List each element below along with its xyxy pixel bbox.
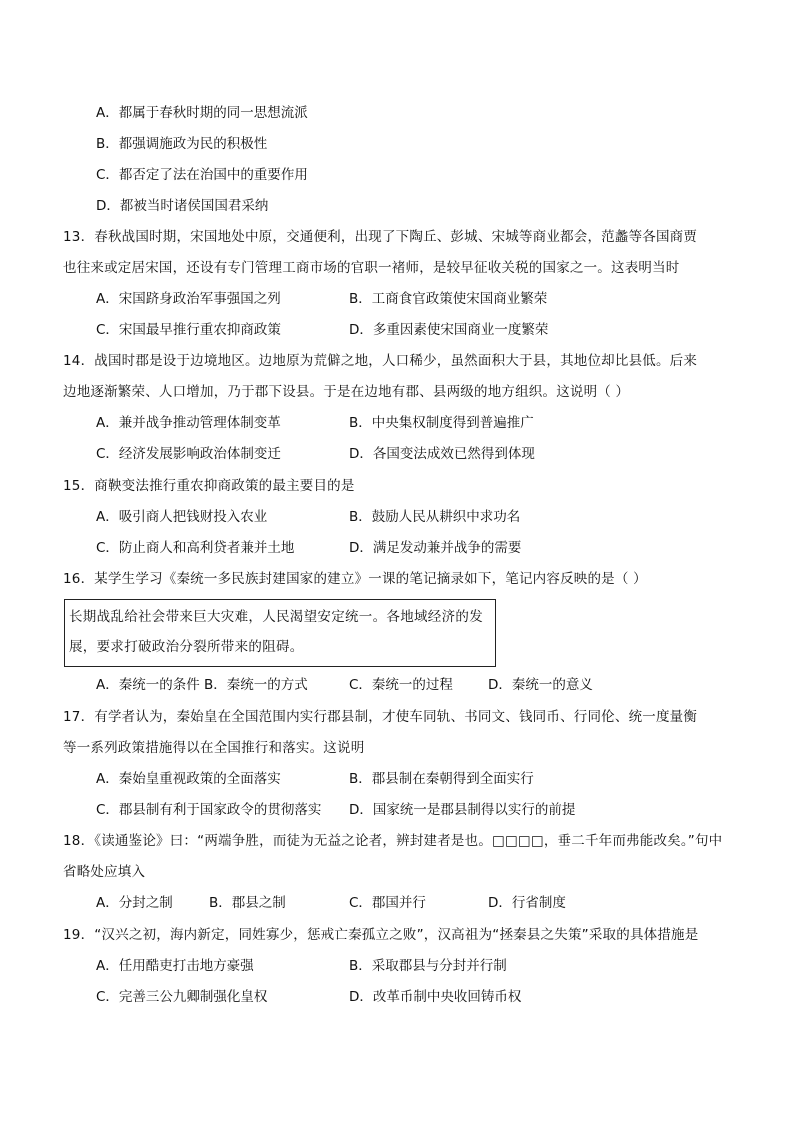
q14-stem-line-1: 14．战国时郡是设于边境地区。边地原为荒僻之地，人口稀少，虽然面积大于县，其地位却比县低。后来 <box>63 353 698 369</box>
q13-option-b: B．工商食官政策使宋国商业繁荣 <box>349 291 548 307</box>
q13-option-d: D．多重因素使宋国商业一度繁荣 <box>349 322 549 338</box>
q12-option-d: D．都被当时诸侯国国君采纳 <box>96 198 269 214</box>
q18-option-c: C．郡国并行 <box>349 895 426 911</box>
q15-option-c: C．防止商人和高利贷者兼并土地 <box>96 540 295 556</box>
q19-option-d: D．改革币制中央收回铸币权 <box>349 989 522 1005</box>
q17-option-c: C．郡县制有利于国家政令的贯彻落实 <box>96 802 322 818</box>
q19-option-b: B．采取郡县与分封并行制 <box>349 958 507 974</box>
q19-option-a: A．任用酷吏打击地方豪强 <box>96 958 254 974</box>
q19-option-c: C．完善三公九卿制强化皇权 <box>96 989 268 1005</box>
q16-box-line-2: 展，要求打破政治分裂所带来的阻碍。 <box>69 639 304 655</box>
q16-option-d: D．秦统一的意义 <box>488 677 593 693</box>
q15-option-d: D．满足发动兼并战争的需要 <box>349 540 522 556</box>
q15-option-b: B．鼓励人民从耕织中求功名 <box>349 509 521 525</box>
q19-stem: 19．“汉兴之初，海内新定，同姓寡少，惩戒亡秦孤立之败”，汉高祖为“拯秦县之失策”采取的具体措施是 <box>63 927 699 943</box>
q13-option-a: A．宋国跻身政治军事强国之列 <box>96 291 281 307</box>
q14-option-b: B．中央集权制度得到普遍推广 <box>349 415 534 431</box>
q14-option-a: A．兼并战争推动管理体制变革 <box>96 415 281 431</box>
q13-stem-line-1: 13．春秋战国时期，宋国地处中原，交通便利，出现了下陶丘、彭城、宋城等商业都会，范蠡等各国商贾 <box>63 229 698 245</box>
q12-option-b: B．都强调施政为民的积极性 <box>96 136 268 152</box>
q17-option-d: D．国家统一是郡县制得以实行的前提 <box>349 802 576 818</box>
q16-box-line-1: 长期战乱给社会带来巨大灾难，人民渴望安定统一。各地域经济的发 <box>69 609 483 625</box>
q18-option-d: D．行省制度 <box>488 895 566 911</box>
q17-stem-line-1: 17．有学者认为，秦始皇在全国范围内实行郡县制，才使车同轨、书同文、钱同币、行同伦、统一度量衡 <box>63 709 698 725</box>
q18-stem-line-1: 18．《读通鉴论》曰：“两端争胜，而徒为无益之论者，辨封建者是也。□□□□，垂二千年而弗能改矣。”句中 <box>63 833 723 849</box>
q15-option-a: A．吸引商人把钱财投入农业 <box>96 509 268 525</box>
q14-option-c: C．经济发展影响政治体制变迁 <box>96 446 281 462</box>
q12-option-c: C．都否定了法在治国中的重要作用 <box>96 167 308 183</box>
q12-option-a: A．都属于春秋时期的同一思想流派 <box>96 105 308 121</box>
q15-stem: 15．商鞅变法推行重农抑商政策的最主要目的是 <box>63 478 355 494</box>
q14-stem-line-2: 边地逐渐繁荣、人口增加，乃于郡下设县。于是在边地有郡、县两级的地方组织。这说明（ ） <box>63 384 630 400</box>
q14-option-d: D．各国变法成效已然得到体现 <box>349 446 535 462</box>
q18-option-a: A．分封之制 <box>96 895 173 911</box>
q18-option-b: B．郡县之制 <box>209 895 286 911</box>
q13-option-c: C．宋国最早推行重农抑商政策 <box>96 322 281 338</box>
q13-stem-line-2: 也往来或定居宋国，还设有专门管理工商市场的官职一褚师，是较早征收关税的国家之一。这表明当时 <box>63 260 680 276</box>
q17-option-a: A．秦始皇重视政策的全面落实 <box>96 771 281 787</box>
q16-stem: 16．某学生学习《秦统一多民族封建国家的建立》一课的笔记摘录如下，笔记内容反映的是（ ） <box>63 571 647 587</box>
q17-option-b: B．郡县制在秦朝得到全面实行 <box>349 771 534 787</box>
q16-option-c: C．秦统一的过程 <box>349 677 453 693</box>
q16-notes-box <box>64 599 496 667</box>
q18-stem-line-2: 省略处应填入 <box>63 864 146 880</box>
q16-option-ab: A．秦统一的条件 B．秦统一的方式 <box>96 677 308 693</box>
q17-stem-line-2: 等一系列政策措施得以在全国推行和落实。这说明 <box>63 740 365 756</box>
